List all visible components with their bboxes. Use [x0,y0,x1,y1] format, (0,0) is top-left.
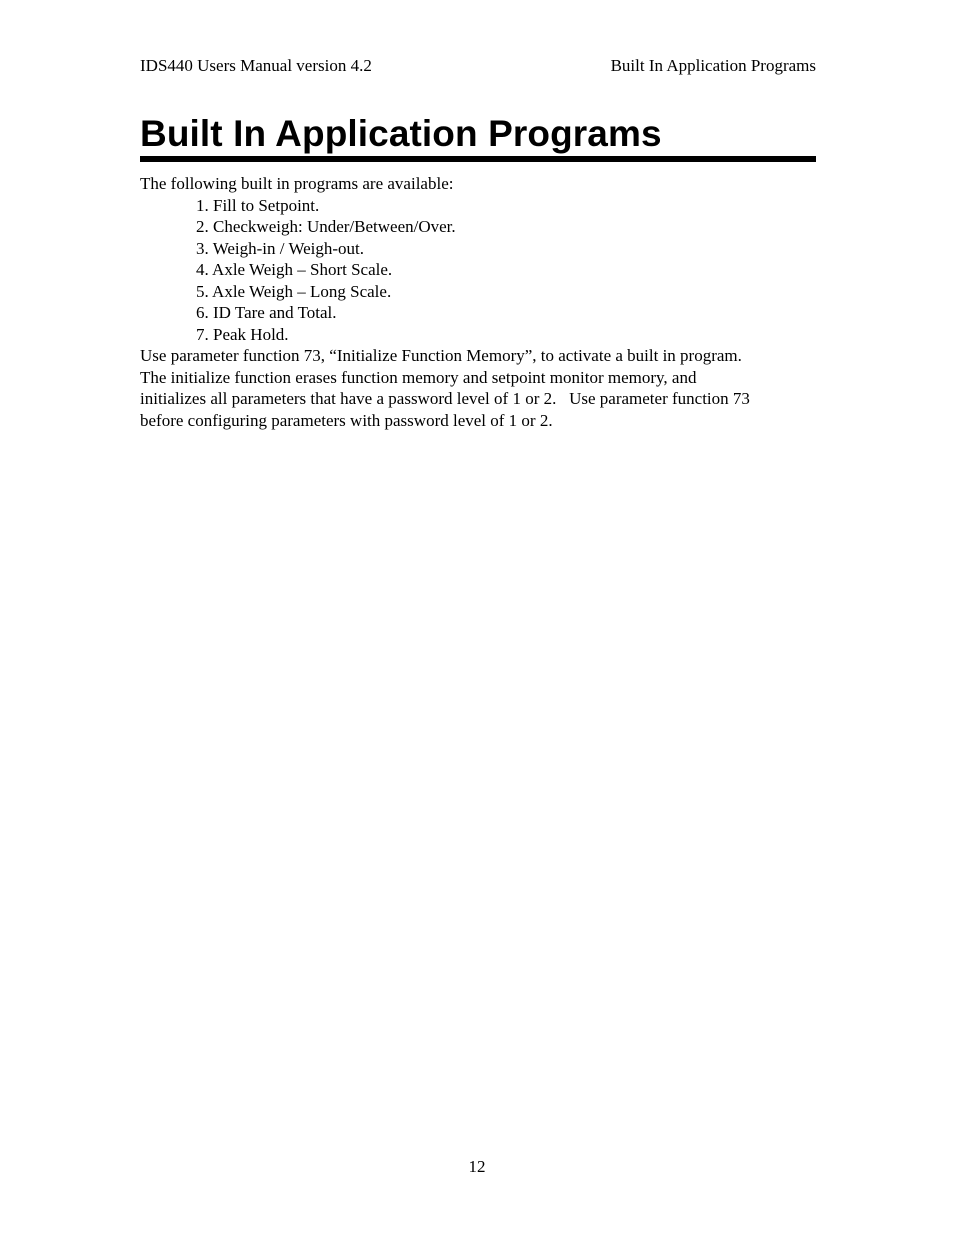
title-block [140,112,816,162]
program-item-weigh-in-out: 3. Weigh-in / Weigh-out. [196,238,365,258]
program-item-axle-weigh-long: 5. Axle Weigh – Long Scale. [196,281,392,301]
paragraph-line: initializes all parameters that have a password level of 1 or 2. Use parameter function 73 [140,389,750,408]
title-underline-rule [140,156,816,162]
page-number: 12 [468,1157,486,1176]
intro-text: The following built in programs are available: [140,174,454,193]
header-document-title: IDS440 Users Manual version 4.2 [140,56,372,75]
program-item-peak-hold: 7. Peak Hold. [196,324,289,344]
paragraph-line: Use parameter function 73, “Initialize Function Memory”, to activate a built in program. [140,346,742,365]
paragraph-line: before configuring parameters with password level of 1 or 2. [140,410,553,430]
program-item-axle-weigh-short: 4. Axle Weigh – Short Scale. [196,260,393,279]
program-item-fill-to-setpoint: 1. Fill to Setpoint. [196,195,320,215]
program-list [140,195,830,346]
program-item-checkweigh: 2. Checkweigh: Under/Between/Over. [196,217,456,236]
body-text [140,173,830,431]
page-title: Built In Application Programs [140,113,662,154]
paragraph-line: The initialize function erases function memory and setpoint monitor memory, and [140,367,697,387]
header-section-title: Built In Application Programs [610,56,816,75]
program-item-id-tare-total: 6. ID Tare and Total. [196,303,337,322]
